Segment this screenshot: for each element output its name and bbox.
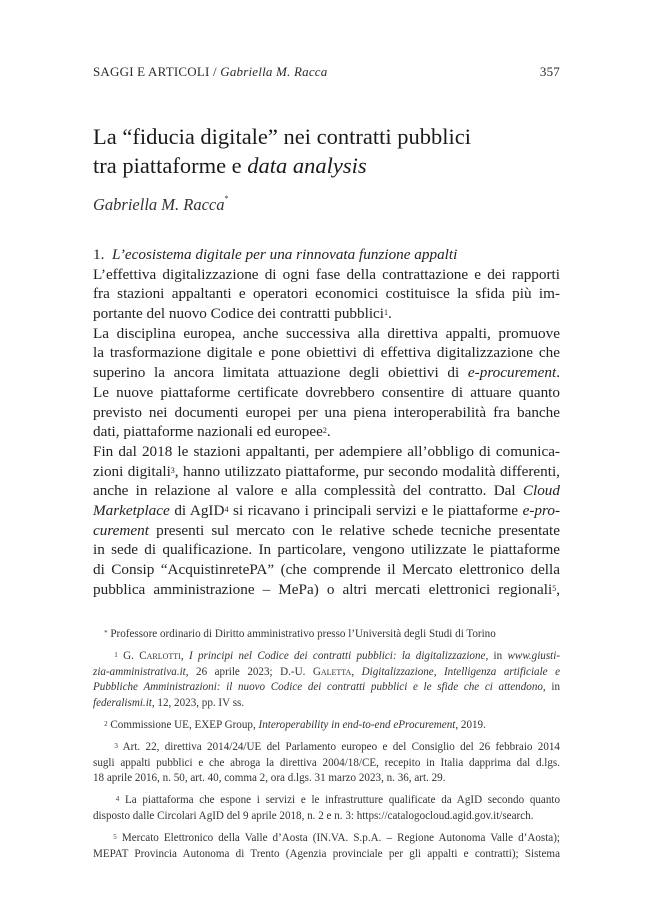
- section-heading: [93, 245, 560, 265]
- body-line: L’effettiva digitalizzazione di ogni fase della contrattazione e dei rapporti: [93, 265, 560, 283]
- body-line: zioni digitali$^3$, hanno utilizzato piattaforme, pur secondo modalità differenti,: [93, 462, 560, 480]
- footnote-ref[interactable]: 3: [170, 465, 175, 475]
- footnote-ref[interactable]: 2: [322, 426, 327, 436]
- body-line: in sede di qualificazione. In particolare, vengono utilizzate le piattaforme: [93, 541, 560, 559]
- body-line: Le nuove piattaforme certificate dovrebbero consentire di attuare quanto: [93, 383, 560, 401]
- title-line-2: tra piattaforme e data analysis: [93, 153, 367, 178]
- footnotes: [93, 627, 560, 862]
- body-line: previsto nei documenti europei per una piena interoperabilità fra banche: [93, 403, 560, 421]
- footnote-3-cont: 18 aprile 2016, n. 50, art. 40, comma 2, ora d.lgs. 31 marzo 2023, n. 36, art. 29.: [93, 772, 446, 785]
- body-line: di Consip “AcquistinretePA” (che comprende il Mercato elettronico della: [93, 561, 560, 578]
- footnote-1: $^1$ G. Carlotti, I principi nel Codice dei contratti pubblici: la digitalizzazione, in www.giusti-: [114, 649, 561, 662]
- header-author: Gabriella M. Racca: [220, 64, 328, 79]
- footnote-3: $^3$ Art. 22, direttiva 2014/24/UE del Parlamento europeo e del Consiglio del 26 febbraio 2014: [114, 740, 560, 753]
- body-line: anche in relazione al valore e alla complessità del contratto. Dal Cloud: [93, 482, 560, 500]
- body-line: curement presenti sul mercato con le relative schede tecniche presentate: [93, 521, 560, 539]
- body-line: dati, piattaforme nazionali ed europee$^2$.: [93, 423, 331, 441]
- body-line: superino la ancora limitata attuazione degli obiettivi di e-procurement.: [93, 364, 560, 382]
- footnote-ref[interactable]: 1: [384, 308, 389, 318]
- footnote-1-cont: Pubbliche Amministrazioni: il nuovo Codice dei contratti pubblici e le sfide che ci attendono, in: [93, 681, 560, 694]
- footnote-2: $^2$ Commissione UE, EXEP Group, Interoperability in end-to-end eProcurement, 2019.: [104, 718, 486, 731]
- footnote-star: * Professore ordinario di Diritto amministrativo presso l’Università degli Studi di Torino: [104, 628, 496, 640]
- footnote-3-cont: sugli appalti pubblici e che abroga la direttiva 2004/18/CE, recepito in Italia dapprima dal d.lgs.: [93, 756, 560, 769]
- footnote-ref[interactable]: 5: [552, 583, 557, 593]
- body-line: fra stazioni appaltanti e operatori economici costituisce la sfida più im-: [93, 285, 560, 303]
- author-footnote-mark: *: [224, 194, 229, 203]
- section-title: L’ecosistema digitale per una rinnovata funzione appalti: [111, 246, 458, 263]
- footnote-5: $^5$ Mercato Elettronico della Valle d’Aosta (IN.VA. S.p.A. – Regione Autonoma Valle d’Aosta);: [113, 831, 561, 844]
- running-header: [93, 64, 560, 80]
- body-line: Fin dal 2018 le stazioni appaltanti, per adempiere all’obbligo di comunica-: [93, 442, 560, 460]
- footnote-4-cont: disposto dalle Circolari AgID del 9 aprile 2018, n. 2 e n. 3: https://catalogocloud.agid.gov.it/search.: [93, 809, 534, 822]
- footnote-ref[interactable]: 4: [224, 504, 229, 514]
- article-body: [93, 245, 560, 599]
- section-number: 1.: [93, 246, 105, 263]
- page-number: 357: [539, 64, 560, 79]
- body-line: La disciplina europea, anche successiva alla direttiva appalti, promuove: [93, 324, 560, 342]
- footnote-4: $^4$ La piattaforma che espone i servizi e le infrastrutture qualificate da AgID secondo quanto: [115, 794, 561, 807]
- footnote-1-cont: federalismi.it, 12, 2023, pp. IV ss.: [93, 697, 245, 710]
- footnote-5-cont: MEPAT Provincia Autonoma di Trento (Agenzia provinciale per gli appalti e contratti); Sistema: [93, 847, 560, 860]
- title-line-1: La “fiducia digitale” nei contratti pubblici: [93, 124, 471, 149]
- footnote-1-cont: zia-amministrativa.it, 26 aprile 2023; D.-U. Galetta, Digitalizzazione, Intelligenza artificiale e: [93, 665, 561, 678]
- body-line: la trasformazione digitale e pone obiettivi di effettiva digitalizzazione che: [93, 344, 560, 362]
- article-title: [93, 122, 560, 180]
- body-line: pubblica amministrazione – MePa) o altri mercati elettronici regionali$^5$,: [93, 580, 560, 598]
- body-line: Marketplace di AgID$^4$ si ricavano i principali servizi e le piattaforme e-pro-: [93, 501, 561, 519]
- body-line: portante del nuovo Codice dei contratti pubblici$^1$.: [93, 305, 392, 323]
- title-italic: data analysis: [247, 153, 367, 178]
- article-author: Gabriella M. Racca*: [93, 194, 229, 214]
- header-section: SAGGI E ARTICOLI /: [93, 64, 217, 79]
